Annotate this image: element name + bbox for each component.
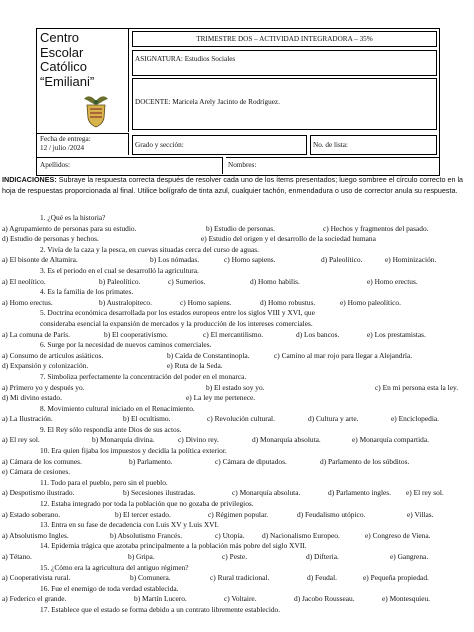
docente-cell: DOCENTE: Maricela Arely Jacinto de Rodríguez.	[132, 78, 437, 130]
grado-seccion-field[interactable]: Grado y sección:	[132, 135, 307, 155]
answer-option[interactable]: a) El rey sol.	[2, 435, 40, 445]
answer-option[interactable]: a) Tétano.	[2, 552, 32, 561]
answer-option[interactable]: d) Mi divino estado.	[2, 393, 62, 403]
question-stem: 4. Es la familia de los primates.	[40, 287, 134, 297]
answer-option[interactable]: a) Primero yo y después yo.	[2, 382, 85, 392]
answer-option[interactable]: d) Cultura y arte.	[308, 414, 359, 424]
school-name-line: “Emiliani”	[40, 73, 95, 89]
school-crest-logo	[79, 91, 113, 129]
question-stem: 2. Vivía de la caza y la pesca, en cuevas situadas cerca del curso de aguas.	[40, 244, 259, 254]
question-line	[0, 287, 474, 298]
answer-option[interactable]: d) Monarquía absoluta.	[252, 435, 321, 445]
answer-option[interactable]: e) Homo erectus.	[367, 276, 418, 286]
answer-option[interactable]: b) El estado soy yo.	[206, 382, 265, 392]
answer-option[interactable]: d) Homo habilis.	[250, 276, 300, 286]
answer-option[interactable]: b) Los nómadas.	[150, 255, 200, 265]
answer-option[interactable]: a) Cámara de los comunes.	[2, 456, 82, 466]
question-line	[0, 319, 474, 330]
answer-option[interactable]: d) Estudio de personas y hechos.	[2, 234, 99, 244]
answer-option[interactable]: d) Feudalismo utópico.	[297, 509, 366, 519]
answer-option[interactable]: b) Caída de Constantinopla.	[167, 350, 250, 360]
answer-option[interactable]: c) Utopía.	[215, 530, 245, 540]
asignatura-cell: ASIGNATURA: Estudios Sociales	[132, 50, 437, 76]
question-stem: 6. Surge por la necesidad de nuevos caminos comerciales.	[40, 340, 212, 350]
answer-option[interactable]: b) El ocultismo.	[123, 414, 171, 424]
answer-option[interactable]: b) El tercer estado.	[115, 509, 171, 519]
answer-option[interactable]: b) Parlamento.	[129, 456, 173, 466]
answer-option[interactable]: e) Hominización.	[385, 255, 437, 265]
answer-option[interactable]: d) Expansión y colonización.	[2, 361, 89, 371]
fecha-value: 12 / julio /2024	[40, 143, 85, 152]
answer-option[interactable]: a) La comuna de París.	[2, 329, 70, 339]
answer-option[interactable]: e) Monarquía compartida.	[352, 435, 429, 445]
answer-option[interactable]: c) Sumerios.	[168, 276, 206, 286]
answer-option[interactable]: a) Homo erectus.	[2, 297, 53, 307]
question-stem: 11. Todo para el pueblo, pero sin el pueblo.	[40, 477, 168, 487]
question-line	[0, 457, 474, 468]
question-line	[0, 467, 474, 478]
question-stem: 7. Simboliza perfectamente la concentración del poder en el monarca.	[40, 371, 247, 381]
question-line	[0, 435, 474, 446]
apellidos-field[interactable]: Apellidos:	[37, 157, 223, 174]
answer-option[interactable]: b) Estudio de personas.	[206, 223, 275, 233]
answer-option[interactable]: e) La ley me pertenece.	[186, 393, 256, 403]
school-name-line: Católico	[40, 59, 87, 74]
question-line	[0, 393, 474, 404]
question-line	[0, 277, 474, 288]
question-line	[0, 499, 474, 510]
answer-option[interactable]: a) El neolítico.	[2, 276, 46, 286]
question-stem: 16. Fue el enemigo de toda verdad establecida.	[40, 583, 179, 593]
answer-option[interactable]: c) Monarquía absoluta.	[232, 488, 301, 498]
answer-option[interactable]: c) Voltaire.	[224, 594, 257, 604]
instructions-text: Subraye la respuesta correcta después de resolver cada uno de los ítems presentados; luego sombree el círculo correcto en la hoja de respuestas proporcionada al final. Utilice bolígrafo de tinta azul, cualquier tachón, enmendadura o uso de corrector anula su respuesta.	[2, 175, 464, 195]
answer-option[interactable]: e) Homo paleolítico.	[340, 297, 401, 307]
numero-lista-field[interactable]: No. de lista:	[310, 135, 437, 155]
question-stem: 8. Movimiento cultural iniciado en el Renacimiento.	[40, 403, 195, 413]
answer-option[interactable]: a) Despotismo ilustrado.	[2, 488, 75, 498]
question-line	[0, 298, 474, 309]
answer-option[interactable]: c) Revolución cultural.	[207, 414, 275, 424]
question-stem: 5. Doctrina económica desarrollada por los estados europeos entre los siglos VIII y XVI, que	[40, 308, 315, 318]
question-stem: 10. Era quien fijaba los impuestos y decidía la política exterior.	[40, 446, 227, 456]
answer-option[interactable]: e) Gangrena.	[390, 552, 429, 561]
questions-list	[0, 213, 474, 616]
answer-option[interactable]: b) Gripa.	[128, 552, 155, 561]
question-line	[0, 488, 474, 499]
question-line	[0, 584, 474, 595]
answer-option[interactable]: a) Consumo de artículos asiáticos.	[2, 350, 104, 360]
question-line	[0, 351, 474, 362]
question-line	[0, 372, 474, 383]
answer-option[interactable]: e) Estudio del origen y el desarrollo de la sociedad humana	[201, 234, 376, 244]
instructions	[2, 175, 472, 196]
answer-option[interactable]: e) Ruta de la Seda.	[167, 361, 223, 371]
answer-option[interactable]: e) Cámara de cesiones.	[2, 467, 71, 477]
question-stem: 1. ¿Qué es la historia?	[40, 213, 106, 222]
question-stem: 3. Es el periodo en el cual se desarrolló la agricultura.	[40, 265, 199, 275]
question-line	[0, 224, 474, 235]
answer-option[interactable]: d) Feudal.	[307, 573, 337, 583]
school-name-line: Escolar	[40, 44, 84, 60]
answer-option[interactable]: b) Secesiones ilustradas.	[123, 488, 196, 498]
question-stem: 12. Estaba integrado por toda la población que no gozaba de privilegios.	[40, 499, 254, 509]
answer-option[interactable]: e) Montesquieu.	[382, 594, 431, 604]
instructions-label: INDICACIONES:	[2, 175, 57, 184]
question-line	[0, 594, 474, 605]
answer-option[interactable]: e) Enciclopedia.	[391, 414, 440, 424]
answer-option[interactable]: a) Agrupamiento de personas para su estudio.	[2, 223, 137, 233]
answer-option[interactable]: e) Pequeña propiedad.	[363, 573, 429, 583]
answer-option[interactable]: d) Los bancos.	[296, 329, 340, 339]
question-line	[0, 383, 474, 394]
question-line	[0, 478, 474, 489]
question-stem: 14. Epidemia trágica que azotaba principalmente a la población más pobre del siglo XVII.	[40, 541, 307, 551]
answer-option[interactable]: c) Rural tradicional.	[210, 573, 270, 583]
answer-option[interactable]: b) Monarquía divina.	[92, 435, 155, 445]
question-line	[0, 510, 474, 521]
answer-option[interactable]: d) Parlamento de los súbditos.	[320, 456, 410, 466]
answer-option[interactable]: c) Cámara de diputados.	[215, 456, 287, 466]
answer-option[interactable]: c) Hechos y fragmentos del pasado.	[323, 223, 429, 233]
question-line	[0, 605, 474, 616]
answer-option[interactable]: b) Absolutismo Francés.	[110, 530, 183, 540]
question-line	[0, 541, 474, 552]
question-stem: consideraba esencial la expansión de mercados y la producción de los intereses comerciales.	[40, 318, 313, 328]
question-line	[0, 563, 474, 574]
question-line	[0, 531, 474, 542]
answer-option[interactable]: a) Absolutismo Ingles.	[2, 530, 69, 540]
question-stem: 9. El Rey sólo respondía ante Dios de sus actos.	[40, 424, 182, 434]
answer-option[interactable]: b) Martín Lucero.	[134, 594, 187, 604]
answer-option[interactable]: d) Paleolítico.	[321, 255, 363, 265]
fecha-label: Fecha de entrega:	[40, 135, 91, 143]
answer-option[interactable]: e) Villas.	[407, 509, 434, 519]
answer-option[interactable]: b) El cooperativismo.	[104, 329, 168, 339]
answer-option[interactable]: c) Peste.	[222, 552, 248, 561]
answer-option[interactable]: d) Nacionalismo Europeo.	[262, 530, 340, 540]
answer-option[interactable]: c) El mercantilismo.	[203, 329, 264, 339]
answer-option[interactable]: a) Estado soberano.	[2, 509, 61, 519]
header-table	[36, 28, 440, 176]
question-line	[0, 425, 474, 436]
question-line	[0, 255, 474, 266]
answer-option[interactable]: e) Los prestamistas.	[367, 329, 426, 339]
answer-option[interactable]: c) Régimen popular.	[208, 509, 269, 519]
answer-option[interactable]: d) Homo robustus.	[260, 297, 316, 307]
question-stem: 17. Establece que el estado se forma debido a un contrato libremente establecido.	[40, 604, 281, 614]
question-line	[0, 213, 474, 224]
answer-option[interactable]: c) En mi persona esta la ley.	[375, 382, 459, 392]
question-line	[0, 552, 474, 563]
school-name-line: Centro	[40, 30, 80, 45]
answer-option[interactable]: a) El bisonte de Altamira.	[2, 255, 78, 265]
question-line	[0, 446, 474, 457]
answer-option[interactable]: d) Parlamento ingles.	[328, 488, 392, 498]
answer-option[interactable]: a) La Ilustración.	[2, 414, 53, 424]
answer-option[interactable]: a) Cooperativista rural.	[2, 573, 71, 583]
answer-option[interactable]: b) Paleolítico.	[99, 276, 141, 286]
answer-option[interactable]: e) Congreso de Viena.	[365, 530, 431, 540]
answer-option[interactable]: c) Camino al mar rojo para llegar a Alejandría.	[274, 350, 413, 360]
answer-option[interactable]: c) Homo sapiens.	[180, 297, 232, 307]
trimestre-cell: TRIMESTRE DOS – ACTIVIDAD INTEGRADORA – 35%	[132, 31, 437, 47]
question-line	[0, 573, 474, 584]
question-line	[0, 414, 474, 425]
question-line	[0, 340, 474, 351]
answer-option[interactable]: c) Divino rey.	[178, 435, 219, 445]
question-line	[0, 234, 474, 245]
question-line	[0, 330, 474, 341]
question-line	[0, 308, 474, 319]
answer-option[interactable]: d) Difteria.	[306, 552, 339, 561]
question-line	[0, 245, 474, 256]
question-stem: 13. Entra en su fase de decadencia con Luis XV y Luis XVI.	[40, 520, 219, 530]
answer-option[interactable]: b) Australopiteco.	[99, 297, 152, 307]
question-line	[0, 266, 474, 277]
question-line	[0, 404, 474, 415]
answer-option[interactable]: b) Comunera.	[130, 573, 171, 583]
answer-option[interactable]: d) Jacobo Rousseau.	[294, 594, 355, 604]
question-line	[0, 361, 474, 372]
question-stem: 15. ¿Cómo era la agricultura del antiguo régimen?	[40, 562, 189, 572]
answer-option[interactable]: c) Homo sapiens.	[224, 255, 276, 265]
answer-option[interactable]: a) Federico el grande.	[2, 594, 67, 604]
nombres-field[interactable]: Nombres:	[226, 157, 439, 174]
answer-option[interactable]: e) El rey sol.	[406, 488, 444, 498]
question-line	[0, 520, 474, 531]
fecha-entrega-cell	[37, 133, 129, 155]
